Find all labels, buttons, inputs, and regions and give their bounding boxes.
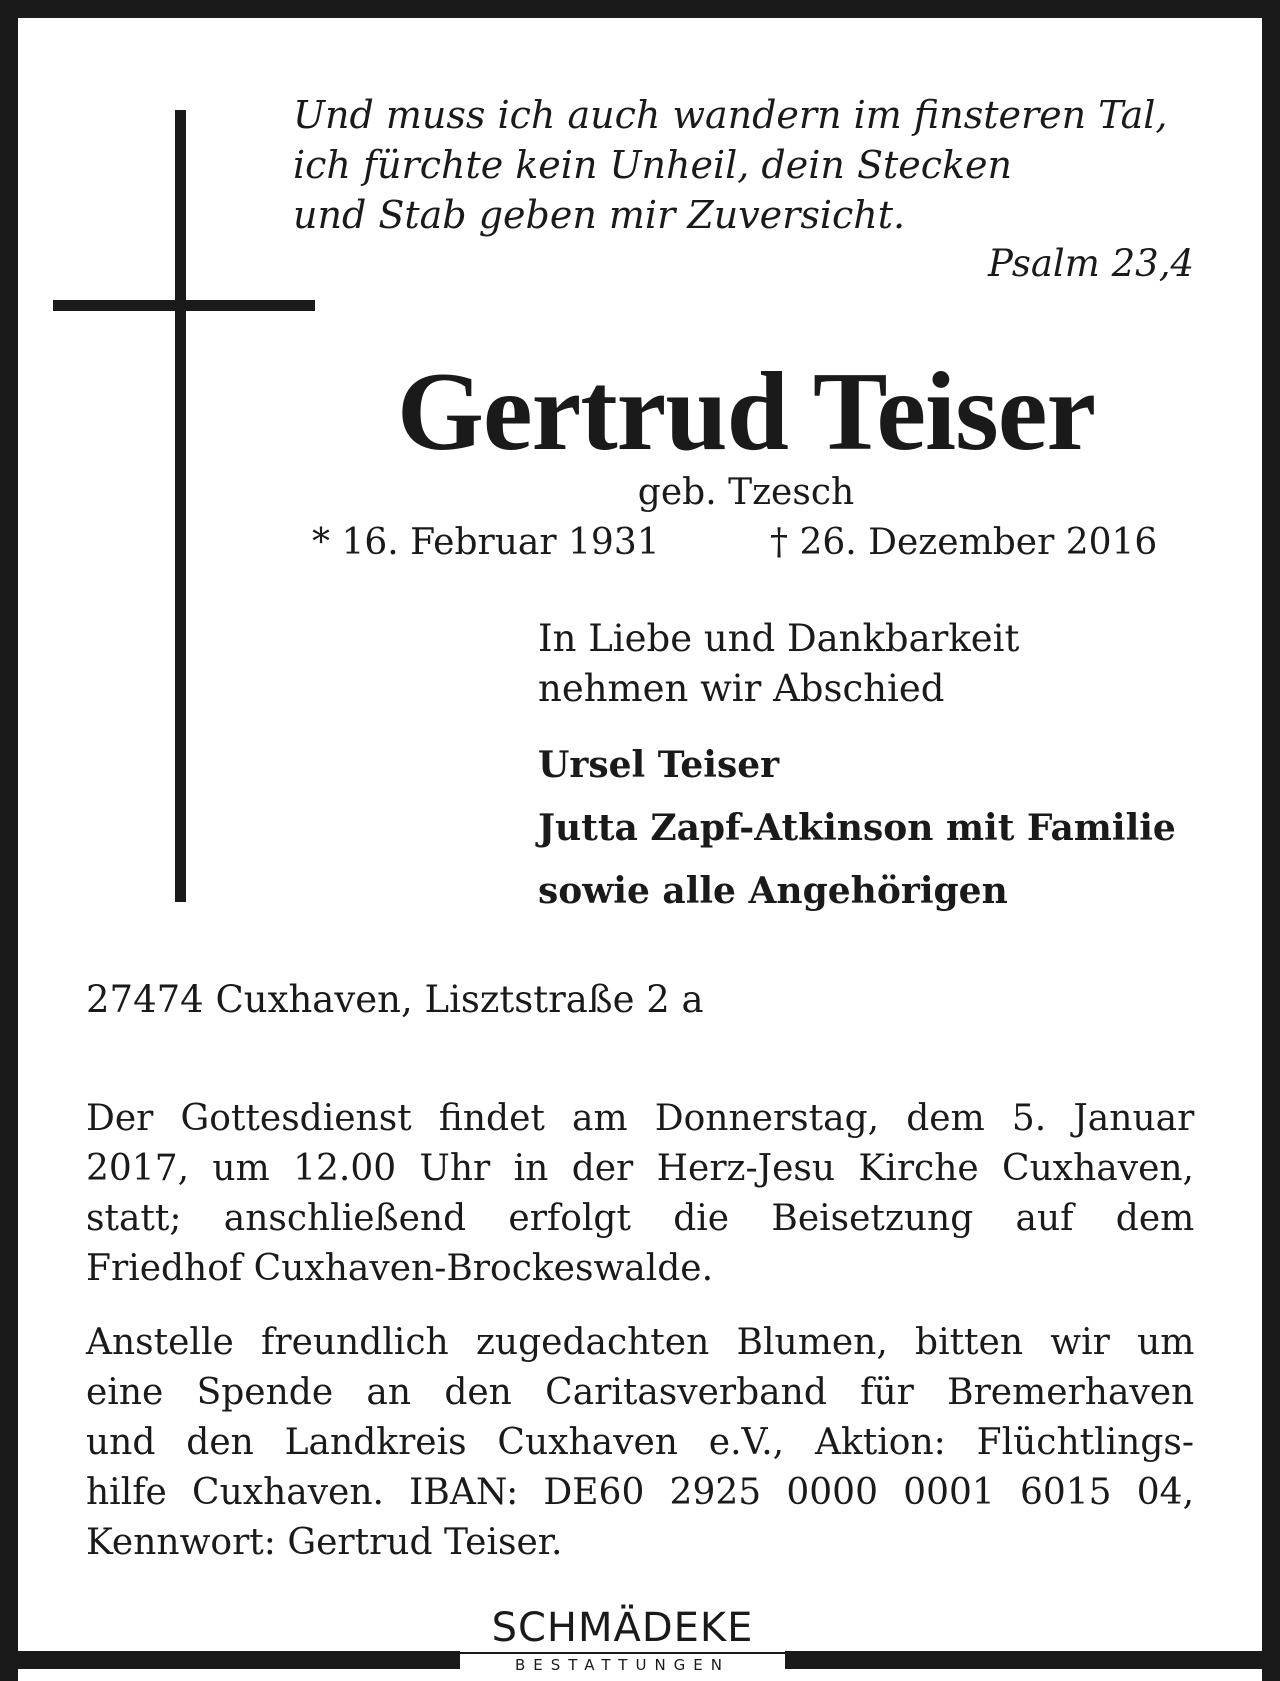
quote-line: und Stab geben mir Zuversicht.: [293, 193, 906, 237]
farewell-text: [538, 614, 1019, 714]
mourners-list: [538, 734, 1176, 923]
mourner: Ursel Teiser: [538, 744, 780, 786]
paragraph-line: hilfe Cuxhaven. IBAN: DE60 2925 0000 0001 6015 04,: [86, 1472, 1195, 1513]
quote-line: Und muss ich auch wandern im finsteren Tal,: [293, 93, 1168, 137]
bottom-border-right: [785, 1651, 1280, 1669]
donation-paragraph: [86, 1318, 1194, 1568]
paragraph-line: Der Gottesdienst findet am Donnerstag, dem 5. Januar: [86, 1098, 1195, 1139]
paragraph-line: 2017, um 12.00 Uhr in der Herz-Jesu Kirche Cuxhaven,: [86, 1148, 1194, 1189]
service-paragraph: [86, 1094, 1194, 1294]
logo-name: SCHMÄDEKE: [491, 1605, 754, 1651]
funeral-home-logo: [460, 1606, 785, 1674]
farewell-line: In Liebe und Dankbarkeit: [538, 617, 1020, 660]
mourner: Jutta Zapf-Atkinson mit Familie: [538, 807, 1176, 849]
birth-name: geb. Tzesch: [637, 472, 855, 513]
death-date: † 26. Dezember 2016: [770, 522, 1158, 563]
mourner: sowie alle Angehörigen: [538, 870, 1008, 912]
farewell-line: nehmen wir Abschied: [538, 667, 945, 710]
cross-icon-horizontal: [53, 300, 315, 311]
bottom-border-left: [0, 1651, 460, 1669]
quote-reference: Psalm 23,4: [987, 242, 1194, 285]
paragraph-line: Kennwort: Gertrud Teiser.: [86, 1522, 563, 1563]
address: 27474 Cuxhaven, Lisztstraße 2 a: [86, 978, 704, 1021]
psalm-quote: [293, 90, 1193, 240]
logo-subtitle: BESTATTUNGEN: [515, 1656, 730, 1674]
paragraph-line: eine Spende an den Caritasverband für Bremerhaven: [86, 1372, 1195, 1413]
paragraph-line: statt; anschließend erfolgt die Beisetzung auf dem: [86, 1198, 1195, 1239]
deceased-name: Gertrud Teiser: [396, 350, 1096, 474]
birth-date: * 16. Februar 1931: [312, 522, 660, 563]
paragraph-line: Friedhof Cuxhaven-Brockeswalde.: [86, 1248, 714, 1289]
paragraph-line: und den Landkreis Cuxhaven e.V., Aktion: Flüchtlings-: [86, 1422, 1194, 1463]
paragraph-line: Anstelle freundlich zugedachten Blumen, bitten wir um: [86, 1322, 1195, 1363]
quote-line: ich fürchte kein Unheil, dein Stecken: [293, 143, 1013, 187]
logo-rule: [460, 1652, 785, 1654]
